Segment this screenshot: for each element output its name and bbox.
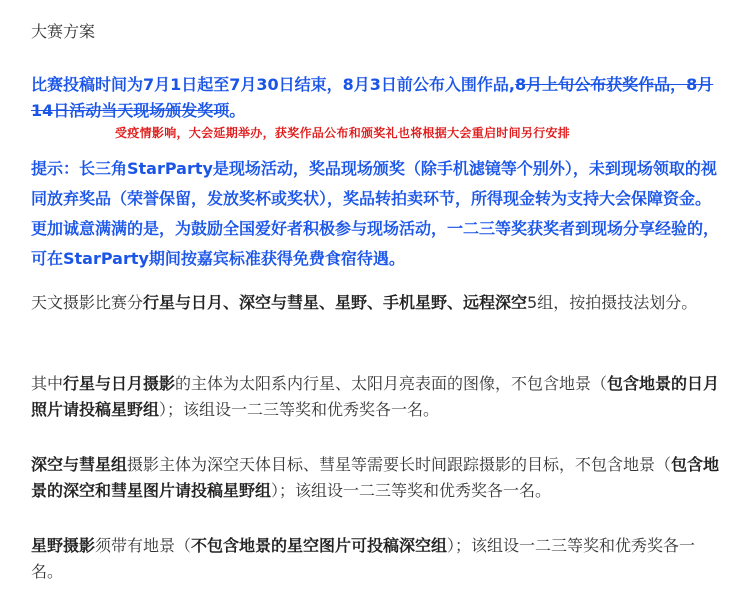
planet-note: 包含地景的日月照片请投稿星野组 bbox=[31, 374, 720, 419]
notice-end: 。 bbox=[229, 101, 246, 120]
notice-struck-text: 8月上旬公布获奖作品，8月14日活动当天现场颁发奖项 bbox=[31, 75, 714, 120]
groups-paragraph bbox=[31, 290, 721, 316]
starfield-post: ）；该组设一二三等奖和优秀奖各一名。 bbox=[31, 536, 696, 581]
deepsky-desc: 摄影主体为深空天体目标、彗星等需要长时间跟踪摄影的目标，不包含地景（ bbox=[127, 455, 672, 474]
groups-list: 行星与日月、深空与彗星、星野、手机星野、远程深空 bbox=[143, 293, 528, 312]
planet-post: ）；该组设一二三等奖和优秀奖各一名。 bbox=[159, 400, 440, 419]
planet-group-name: 行星与日月摄影 bbox=[63, 374, 176, 393]
deepsky-group-paragraph bbox=[31, 452, 721, 504]
deepsky-note: 包含地景的深空和彗星图片请投稿星野组 bbox=[31, 455, 720, 500]
starfield-desc: 须带有地景（ bbox=[95, 536, 192, 555]
planet-desc: 的主体为太阳系内行星、太阳月亮表面的图像，不包含地景（ bbox=[175, 374, 608, 393]
deepsky-group-name: 深空与彗星组 bbox=[31, 455, 128, 474]
starfield-group-paragraph bbox=[31, 533, 721, 585]
page-title: 大赛方案 bbox=[31, 22, 96, 41]
groups-post: 5组，按拍摄技法划分。 bbox=[527, 293, 698, 312]
submission-notice bbox=[31, 72, 721, 124]
notice-text: 比赛投稿时间为7月1日起至7月30日结束，8月3日前公布入围作品, bbox=[31, 75, 516, 94]
deepsky-post: ）；该组设一二三等奖和优秀奖各一名。 bbox=[271, 481, 552, 500]
delay-note: 受疫情影响，大会延期举办，获奖作品公布和颁奖礼也将根据大会重启时间另行安排 bbox=[115, 126, 571, 140]
groups-pre: 天文摄影比赛分 bbox=[31, 293, 144, 312]
planet-group-paragraph bbox=[31, 371, 721, 423]
planet-pre: 其中 bbox=[31, 374, 64, 393]
starfield-note: 不包含地景的星空图片可投稿深空组 bbox=[191, 536, 448, 555]
tip-paragraph: 提示：长三角StarParty是现场活动，奖品现场颁奖（除手机滤镜等个别外），未到现场领取的视同放弃奖品（荣誉保留，发放奖杯或奖状），奖品转拍卖环节，所得现金转为支持大会保障资金。更加诚意满满的是，为鼓励全国爱好者积极参与现场活动，一二三等奖获奖者到现场分享经验的，可在StarParty期间按嘉宾标准获得免费食宿待遇。 bbox=[31, 159, 720, 268]
starfield-group-name: 星野摄影 bbox=[31, 536, 96, 555]
